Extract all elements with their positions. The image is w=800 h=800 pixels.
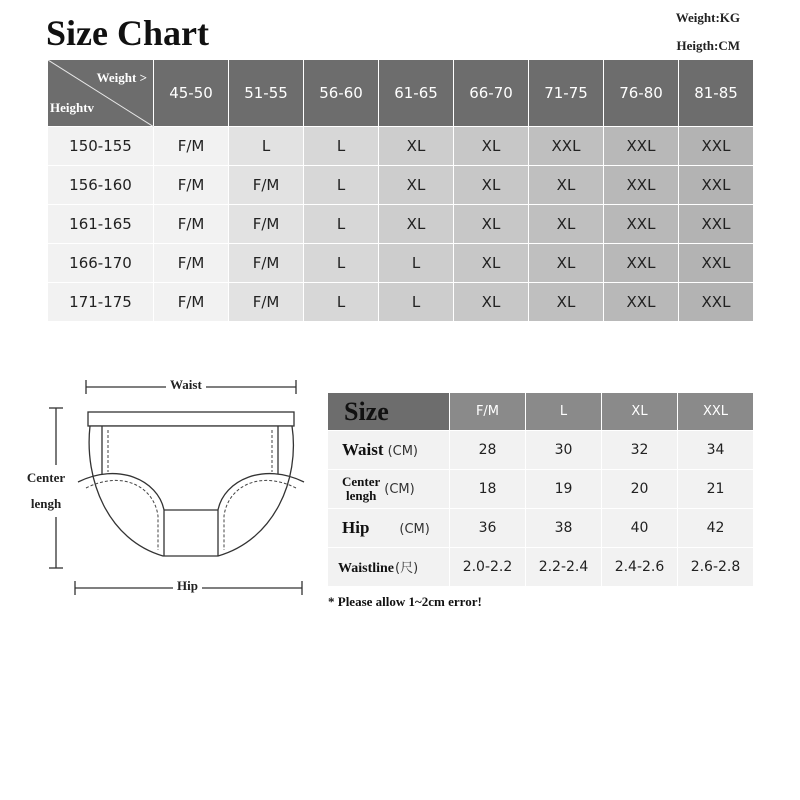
measure-cell: 32: [602, 431, 678, 470]
weight-header: 45-50: [154, 60, 229, 127]
size-cell: F/M: [229, 283, 304, 322]
row-label-center-length: [328, 470, 450, 509]
size-cell: XXL: [679, 205, 754, 244]
size-cell: XXL: [679, 166, 754, 205]
row-unit: (CM): [387, 444, 418, 459]
table-row: [48, 166, 754, 205]
weight-header: 71-75: [529, 60, 604, 127]
size-cell: XL: [454, 205, 529, 244]
center-length-label: [18, 465, 74, 517]
height-cell: 156-160: [48, 166, 154, 205]
weight-header: 51-55: [229, 60, 304, 127]
size-cell: XL: [454, 127, 529, 166]
weight-header: 66-70: [454, 60, 529, 127]
size-cell: XXL: [679, 127, 754, 166]
size-cell: L: [304, 244, 379, 283]
weight-header: 81-85: [679, 60, 754, 127]
size-column-header: L: [526, 393, 602, 431]
size-cell: L: [304, 127, 379, 166]
size-cell: XXL: [679, 244, 754, 283]
size-column-header: XL: [602, 393, 678, 431]
row-label-line-2: lengh: [345, 488, 377, 503]
size-cell: F/M: [229, 244, 304, 283]
row-label-waist: [328, 431, 450, 470]
size-cell: L: [304, 166, 379, 205]
measure-cell: 34: [678, 431, 754, 470]
size-header-row: [328, 393, 754, 431]
waist-label: Waist: [166, 377, 206, 393]
size-cell: L: [304, 205, 379, 244]
table-row: [328, 431, 754, 470]
measure-cell: 42: [678, 509, 754, 548]
size-cell: L: [379, 283, 454, 322]
row-label-text: Hip: [342, 518, 370, 537]
measure-cell: 28: [450, 431, 526, 470]
table-row: [48, 283, 754, 322]
row-label-hip: [328, 509, 450, 548]
size-cell: XXL: [604, 283, 679, 322]
row-label-line-1: Center: [342, 474, 381, 489]
size-cell: F/M: [154, 244, 229, 283]
weight-header: 76-80: [604, 60, 679, 127]
size-cell: XXL: [604, 127, 679, 166]
table-row: [328, 548, 754, 587]
size-cell: F/M: [154, 205, 229, 244]
measure-cell: 18: [450, 470, 526, 509]
weight-header-row: [48, 60, 754, 127]
hip-label: Hip: [173, 578, 202, 594]
row-label-text: [342, 475, 380, 503]
size-cell: XXL: [604, 244, 679, 283]
size-cell: XXL: [679, 283, 754, 322]
size-cell: L: [379, 244, 454, 283]
size-cell: F/M: [154, 283, 229, 322]
height-cell: 161-165: [48, 205, 154, 244]
measure-cell: 40: [602, 509, 678, 548]
size-cell: XL: [454, 244, 529, 283]
measure-cell: 2.2-2.4: [526, 548, 602, 587]
table-row: [328, 509, 754, 548]
size-cell: XL: [379, 127, 454, 166]
size-cell: XL: [529, 283, 604, 322]
table-row: [48, 244, 754, 283]
table-row: [328, 470, 754, 509]
size-cell: XXL: [604, 166, 679, 205]
measure-cell: 38: [526, 509, 602, 548]
measure-cell: 2.0-2.2: [450, 548, 526, 587]
size-cell: XL: [454, 283, 529, 322]
corner-cell: [48, 60, 154, 127]
size-cell: XL: [454, 166, 529, 205]
row-unit: (尺): [395, 561, 419, 576]
size-cell: F/M: [154, 166, 229, 205]
center-label-line-1: Center: [26, 470, 66, 485]
row-label-text: Waistline: [338, 561, 395, 576]
row-label-text: Waist: [342, 440, 384, 459]
size-chart-table: [47, 59, 754, 322]
size-column-header: F/M: [450, 393, 526, 431]
size-heading: Size: [328, 393, 450, 431]
size-cell: F/M: [154, 127, 229, 166]
measurement-table: [327, 392, 754, 587]
weight-header: 56-60: [304, 60, 379, 127]
table-row: [48, 205, 754, 244]
size-cell: XL: [379, 205, 454, 244]
measurement-diagram: [18, 370, 318, 610]
size-cell: XL: [529, 166, 604, 205]
size-cell: XL: [529, 244, 604, 283]
measure-cell: 30: [526, 431, 602, 470]
height-unit-label: Heigth:CM: [676, 38, 740, 53]
corner-weight-label: Weight >: [96, 70, 147, 85]
row-unit: (CM): [399, 522, 430, 537]
size-cell: XXL: [529, 127, 604, 166]
size-cell: F/M: [229, 205, 304, 244]
measure-cell: 2.4-2.6: [602, 548, 678, 587]
row-label-waistline: [328, 548, 450, 587]
measure-cell: 19: [526, 470, 602, 509]
size-cell: L: [304, 283, 379, 322]
size-cell: L: [229, 127, 304, 166]
corner-height-label: Heightv: [50, 100, 95, 115]
height-cell: 166-170: [48, 244, 154, 283]
size-cell: XL: [379, 166, 454, 205]
height-cell: 150-155: [48, 127, 154, 166]
weight-header: 61-65: [379, 60, 454, 127]
size-column-header: XXL: [678, 393, 754, 431]
measure-cell: 36: [450, 509, 526, 548]
measure-cell: 2.6-2.8: [678, 548, 754, 587]
size-cell: XXL: [604, 205, 679, 244]
size-cell: XL: [529, 205, 604, 244]
center-label-line-2: lengh: [30, 496, 62, 511]
height-cell: 171-175: [48, 283, 154, 322]
row-unit: (CM): [384, 482, 415, 497]
weight-unit-label: Weight:KG: [675, 10, 740, 25]
measure-cell: 21: [678, 470, 754, 509]
chart-title: Size Chart: [46, 13, 209, 53]
table-row: [48, 127, 754, 166]
size-cell: F/M: [229, 166, 304, 205]
error-note: * Please allow 1~2cm error!: [328, 594, 482, 609]
measure-cell: 20: [602, 470, 678, 509]
